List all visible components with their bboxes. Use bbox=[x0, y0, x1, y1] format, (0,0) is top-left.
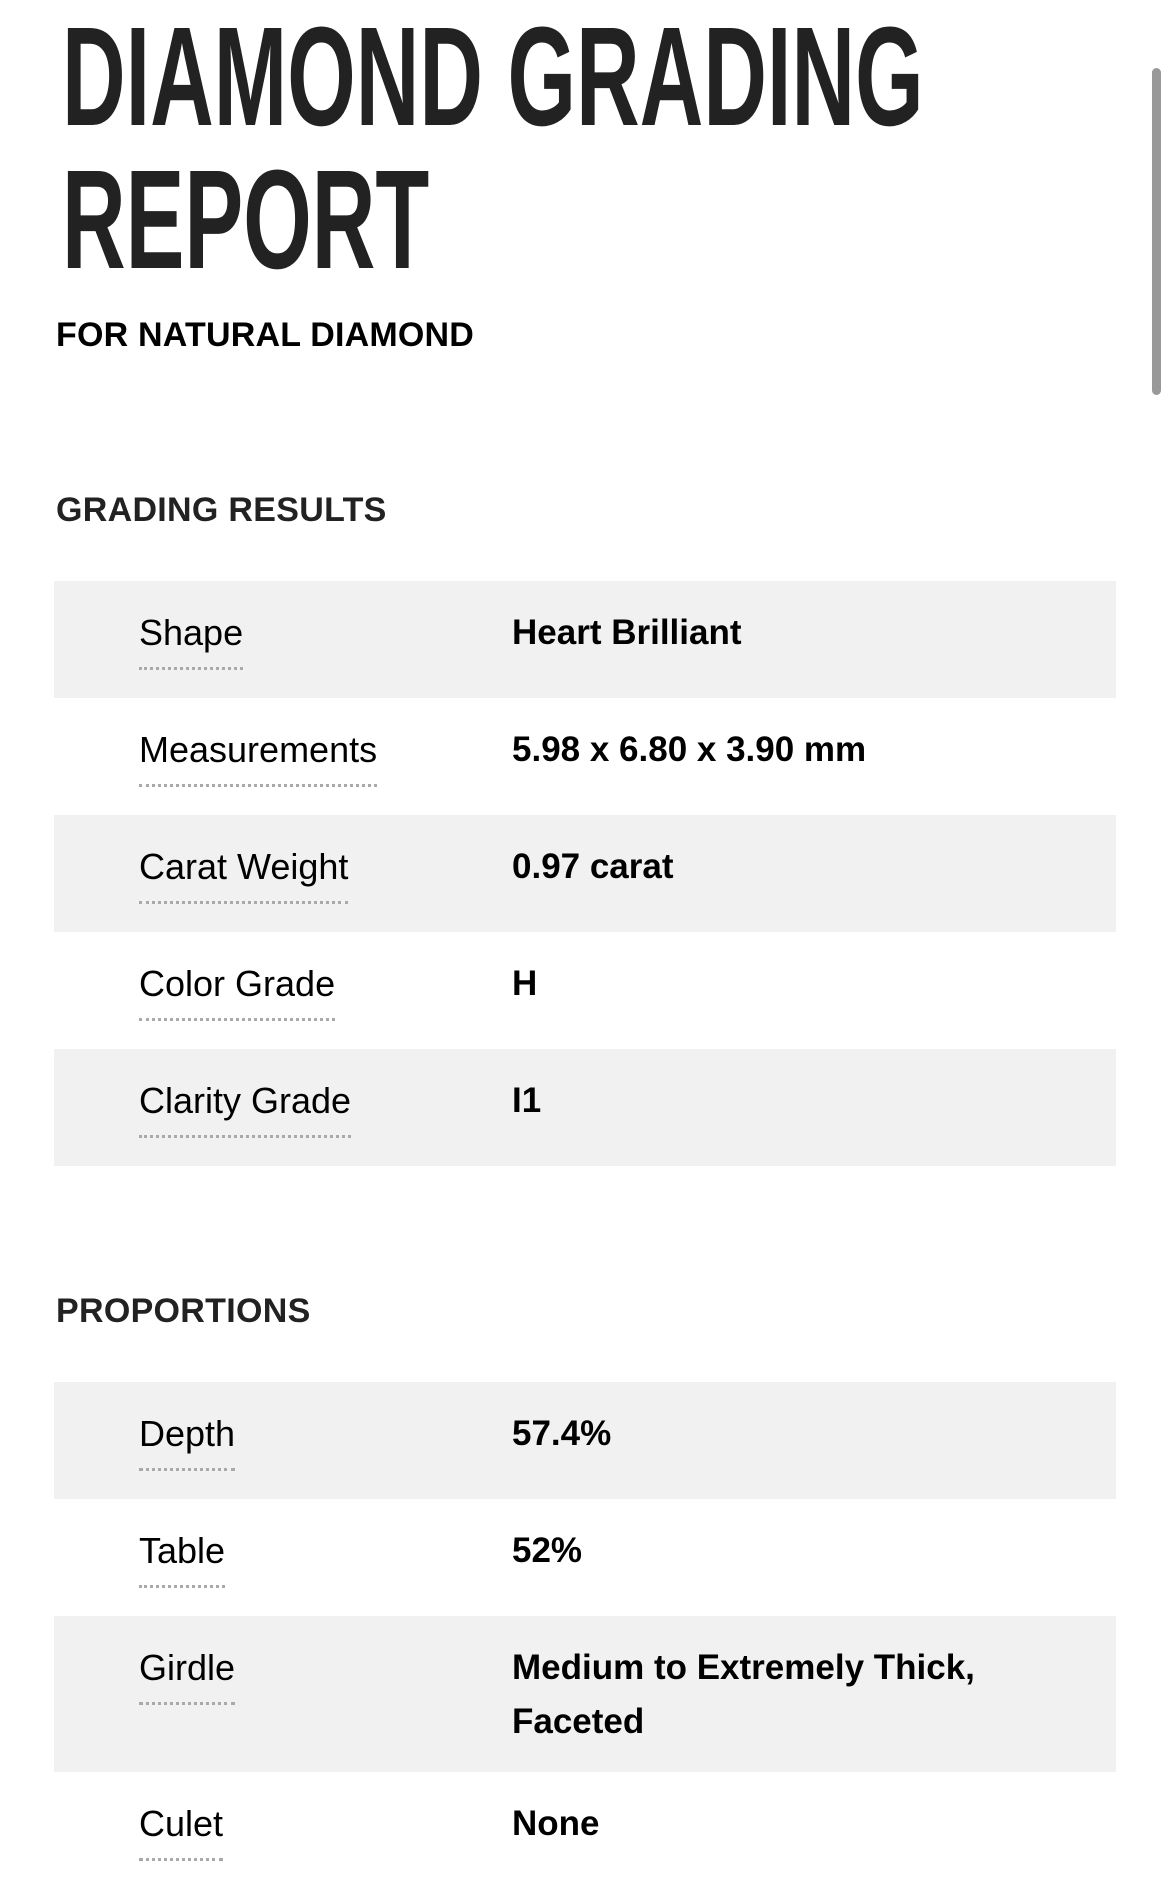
table-row-table bbox=[54, 1499, 1116, 1616]
row-value-carat-weight: 0.97 carat bbox=[512, 847, 674, 886]
proportions-heading: PROPORTIONS bbox=[56, 1292, 311, 1330]
proportions-table bbox=[54, 1382, 1116, 1889]
table-row-color-grade bbox=[54, 932, 1116, 1049]
row-value-depth: 57.4% bbox=[512, 1414, 612, 1453]
table-row-culet bbox=[54, 1772, 1116, 1889]
row-label-culet[interactable]: Culet bbox=[139, 1802, 223, 1861]
row-label-girdle[interactable]: Girdle bbox=[139, 1646, 235, 1705]
row-label-clarity-grade[interactable]: Clarity Grade bbox=[139, 1079, 351, 1138]
row-value-clarity-grade: I1 bbox=[512, 1081, 542, 1120]
table-row-shape bbox=[54, 581, 1116, 698]
row-label-color-grade[interactable]: Color Grade bbox=[139, 962, 335, 1021]
row-label-measurements[interactable]: Measurements bbox=[139, 728, 377, 787]
table-row-measurements bbox=[54, 698, 1116, 815]
table-row-depth bbox=[54, 1382, 1116, 1499]
row-value-measurements: 5.98 x 6.80 x 3.90 mm bbox=[512, 730, 867, 769]
row-label-carat-weight[interactable]: Carat Weight bbox=[139, 845, 348, 904]
row-label-depth[interactable]: Depth bbox=[139, 1412, 235, 1471]
page-subtitle: FOR NATURAL DIAMOND bbox=[56, 316, 475, 354]
grading-results-heading: GRADING RESULTS bbox=[56, 491, 387, 529]
table-row-clarity-grade bbox=[54, 1049, 1116, 1166]
page-title-line-2: REPORT bbox=[62, 140, 430, 298]
grading-results-table bbox=[54, 581, 1116, 1166]
vertical-scrollbar-thumb[interactable] bbox=[1152, 68, 1161, 395]
row-value-girdle: Medium to Extremely Thick, Faceted bbox=[512, 1648, 975, 1741]
table-row-carat-weight bbox=[54, 815, 1116, 932]
row-value-culet: None bbox=[512, 1804, 600, 1843]
row-value-table: 52% bbox=[512, 1531, 583, 1570]
row-label-table[interactable]: Table bbox=[139, 1529, 225, 1588]
row-label-shape[interactable]: Shape bbox=[139, 611, 243, 670]
row-value-color-grade: H bbox=[512, 964, 538, 1003]
row-value-shape: Heart Brilliant bbox=[512, 613, 742, 652]
table-row-girdle bbox=[54, 1616, 1116, 1772]
page-title-line-1: DIAMOND GRADING bbox=[62, 0, 924, 155]
